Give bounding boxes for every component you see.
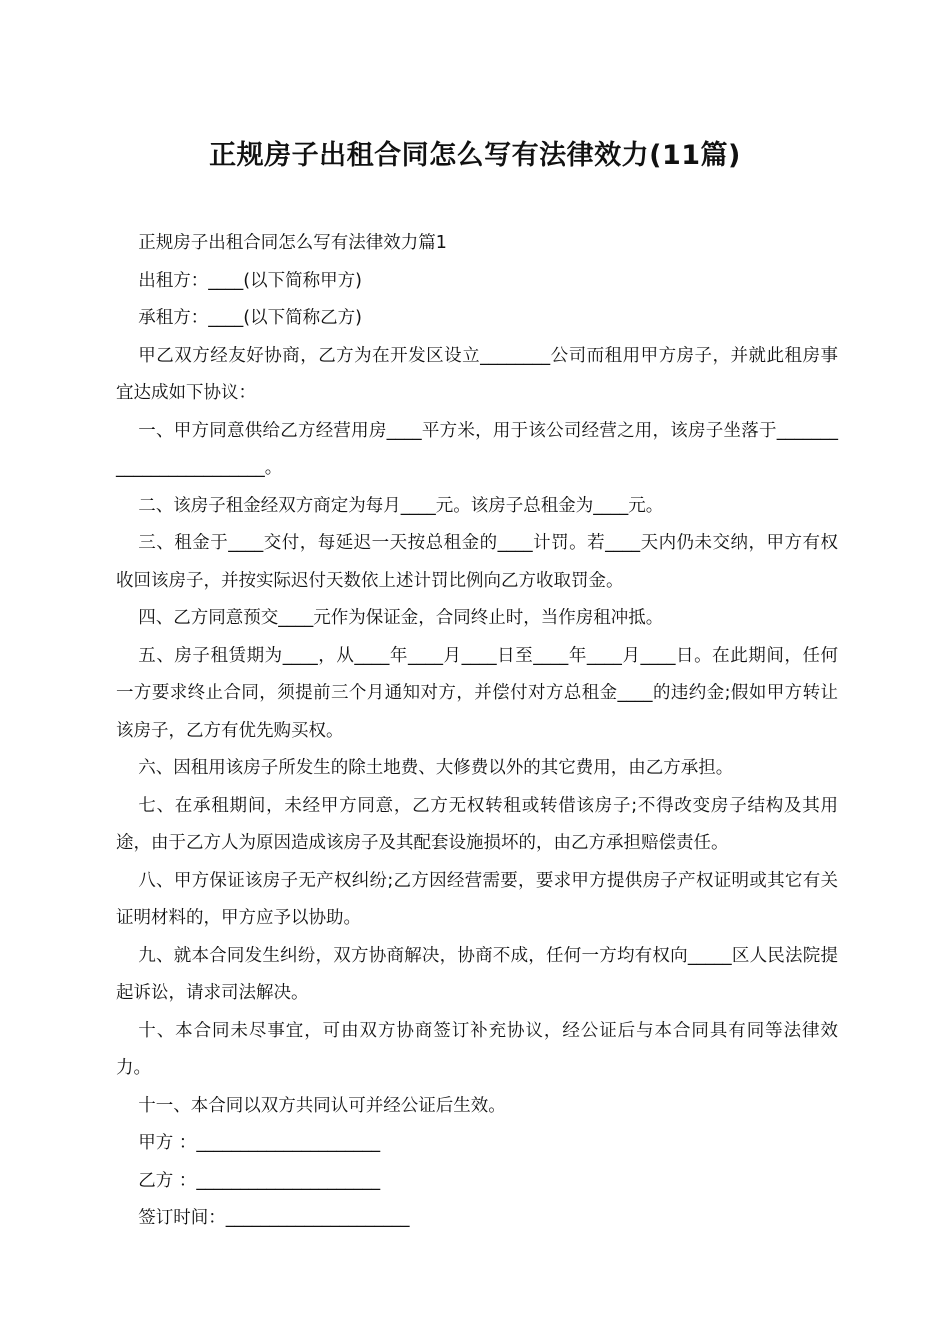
clause-7: 七、在承租期间，未经甲方同意，乙方无权转租或转借该房子;不得改变房子结构及其用途，由于乙方人为原因造成该房子及其配套设施损坏的，由乙方承担赔偿责任。 <box>116 795 838 853</box>
clause-5: 五、房子租赁期为____，从____年____月____日至____年____月____日。在此期间，任何一方要求终止合同，须提前三个月通知对方，并偿付对方总租金____的违约金;假如甲方转让该房子，乙方有优先购买权。 <box>116 645 838 741</box>
party-b-signature-line: 乙方 ：_____________________ <box>138 1170 381 1191</box>
clause-1: 一、甲方同意供给乙方经营用房____平方米，用于该公司经营之用，该房子坐落于________________________。 <box>116 420 838 478</box>
document-body <box>116 225 838 1238</box>
clause-6: 六、因租用该房子所发生的除土地费、大修费以外的其它费用，由乙方承担。 <box>138 758 734 778</box>
clause-9: 九、就本合同发生纠纷，双方协商解决，协商不成，任何一方均有权向_____区人民法院提起诉讼，请求司法解决。 <box>116 945 838 1003</box>
lessor-line: 出租方：____(以下简称甲方) <box>138 270 362 291</box>
clause-2: 二、该房子租金经双方商定为每月____元。该房子总租金为____元。 <box>138 495 664 516</box>
clause-11: 十一、本合同以双方共同认可并经公证后生效。 <box>138 1095 506 1116</box>
lessee-line: 承租方：____(以下简称乙方) <box>138 308 362 328</box>
clause-4: 四、乙方同意预交____元作为保证金，合同终止时，当作房租冲抵。 <box>138 608 664 628</box>
preamble-paragraph: 甲乙双方经友好协商，乙方为在开发区设立________公司而租用甲方房子，并就此租房事宜达成如下协议： <box>116 345 838 403</box>
party-a-signature-line: 甲方 ：_____________________ <box>138 1133 381 1153</box>
signing-date-line: 签订时间：_____________________ <box>138 1208 410 1228</box>
document-title: 正规房子出租合同怎么写有法律效力(11篇) <box>209 140 741 171</box>
section-heading: 正规房子出租合同怎么写有法律效力篇1 <box>138 233 447 253</box>
clause-10: 十、本合同未尽事宜，可由双方协商签订补充协议，经公证后与本合同具有同等法律效力。 <box>116 1020 838 1078</box>
clause-3: 三、租金于____交付，每延迟一天按总租金的____计罚。若____天内仍未交纳，甲方有权收回该房子，并按实际迟付天数依上述计罚比例向乙方收取罚金。 <box>116 533 838 591</box>
clause-8: 八、甲方保证该房子无产权纠纷;乙方因经营需要，要求甲方提供房子产权证明或其它有关证明材料的，甲方应予以协助。 <box>116 870 838 928</box>
